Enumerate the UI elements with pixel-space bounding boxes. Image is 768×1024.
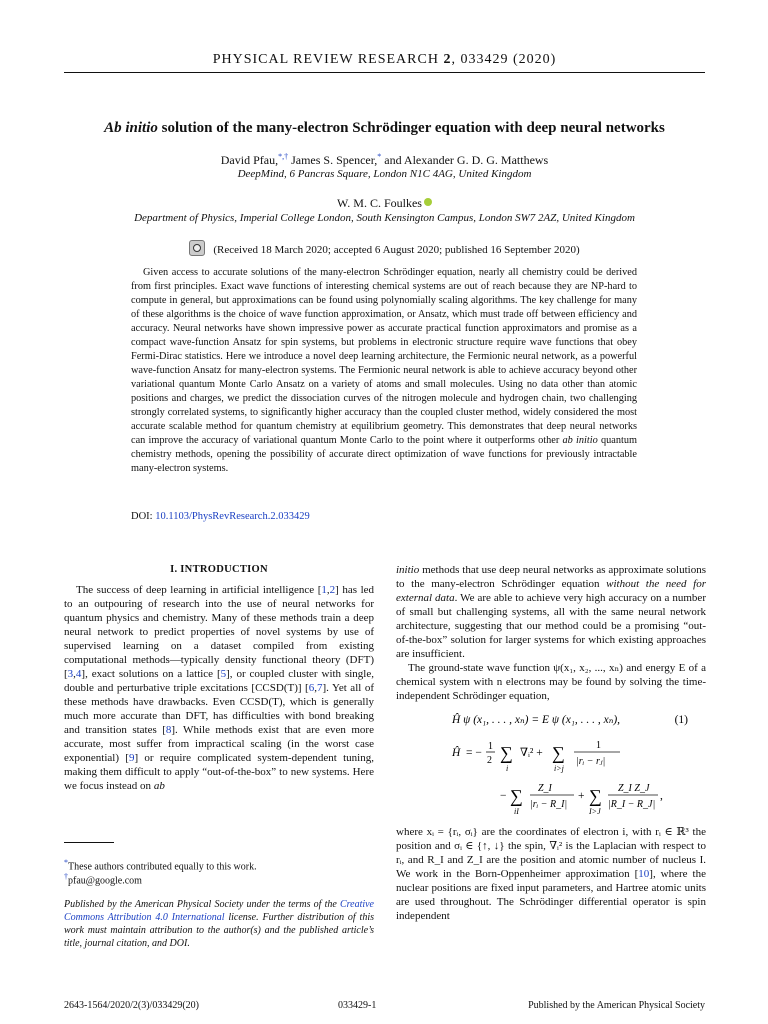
journal-name: PHYSICAL REVIEW RESEARCH xyxy=(212,52,439,67)
intro-paragraph-1: The success of deep learning in artificial intelligence [1,2] has led to an outpouring of research into the use of neural networks for quantum physics and chemistry. Many of these methods train a deep neural network to predict properties of novel systems by use of supervised learning on a dataset compiled from existing computational methods—typically density functional theory (DFT) [3,4], exact solutions on a lattice [5], or coupled cluster with single, double and perturbative triple excitations [CCSD(T)] [6,7]. Yet all of these methods have drawbacks. Even CCSD(T), which is generally much more accurate than DFT, has difficulties with bond breaking and transition states [8]. While methods exist that are even more accurate, most suffer from impractical scaling (in the worst case exponential) [9] or require complicated system-dependent tuning, making them difficult to apply “out-of-the-box” to new systems. Here we focus instead on ab xyxy=(64,584,375,792)
header-rule xyxy=(64,72,705,73)
eq-sub-ij: i>j xyxy=(554,764,564,773)
author-foulkes: W. M. C. Foulkes xyxy=(337,196,422,210)
eq-frac2-den: |rᵢ − rⱼ| xyxy=(576,756,606,767)
text-italic: initio xyxy=(396,564,420,576)
author-pfau-marks[interactable]: *,† xyxy=(278,152,289,161)
author-pfau: David Pfau, xyxy=(220,153,279,167)
eq-sum-i: ∑ xyxy=(500,743,513,763)
abstract-text-1: Given access to accurate solutions of the many-electron Schrödinger equation, nearly all chemistry could be derived from first principles. Exact wave functions of interesting chemical systems are out of reach because they are NP-hard to compute in general, but approximations can be found using polynomially scaling algorithms. The key challenge for many of these algorithms is the choice of wave function approximation, or Ansatz, which must trade off between efficiency and accuracy. Neural networks have shown impressive power as accurate practical function approximators and promise as a compact wave-function Ansatz for spin systems, but problems in electronic structure require wave functions that obey Fermi-Dirac statistics. Here we introduce a novel deep learning architecture, the Fermionic neural network, as a powerful wave-function Ansatz for many-electron systems. The Fermionic neural network is able to achieve accuracy beyond other variational quantum Monte Carlo Ansatz on a variety of atoms and small molecules. Using no data other than atomic positions and charges, we predict the dissociation curves of the nitrogen molecule and hydrogen chain, two challenging strongly correlated systems, to significantly higher accuracy than the coupled cluster method, widely considered the most accurate scalable method for quantum chemistry at equilibrium geometry. This demonstrates that deep neural networks can improve the accuracy of variational quantum Monte Carlo to the point where it outperforms other xyxy=(131,267,637,446)
eq-frac3-num: Z_I xyxy=(538,783,552,794)
text-span: ], or coupled cluster with single, double and perturbative triple excitations [CCSD(T)] [ xyxy=(64,668,374,694)
title-rest: solution of the many-electron Schrödinger equation with deep neural networks xyxy=(157,120,665,136)
text-span: ] has led to an outpouring of research into the use of neural networks for quantum physics and chemistry. Many of these methods train a deep neural network to predict properties of novel systems by use of supervised learning on a dataset compiled from existing computational methods—typically density functional theory (DFT) [ xyxy=(64,584,375,680)
received-dates xyxy=(64,240,705,256)
citation-link[interactable]: 7 xyxy=(316,682,323,694)
text-emphasis: without the need for external data xyxy=(396,578,706,604)
equation-svg xyxy=(396,703,706,819)
title-italic: Ab initio xyxy=(104,120,158,136)
cc-license-link[interactable]: Creative Commons Attribution 4.0 International xyxy=(64,899,374,923)
citation-link[interactable]: 4 xyxy=(75,668,82,680)
author-spencer: James S. Spencer, xyxy=(288,153,378,167)
intro-paragraph-3 xyxy=(396,825,706,923)
eq-laplacian: ∇ᵢ² + xyxy=(520,747,543,759)
text-span: methods that use deep neural networks as approximate solutions to the many-electron Schrödinger equation xyxy=(396,564,706,590)
equation-number: (1) xyxy=(674,714,688,726)
left-column xyxy=(64,563,374,793)
abstract xyxy=(131,266,637,476)
intro-paragraph-2: The ground-state wave function ψ(x₁, x₂, ..., xₙ) and energy E of a chemical system with n electrons may be found by solving the time-independent Schrödinger equation, xyxy=(396,662,706,702)
citation-link[interactable]: 5 xyxy=(220,668,227,680)
citation-link[interactable]: 3 xyxy=(67,668,74,680)
eq-hamiltonian-lhs: Ĥ xyxy=(452,747,461,759)
intro-paragraph-1-cont xyxy=(396,563,706,661)
eq-half-num: 1 xyxy=(488,741,493,752)
text-italic: ab xyxy=(153,780,165,792)
received-text: (Received 18 March 2020; accepted 6 August 2020; published 16 September 2020) xyxy=(213,244,580,256)
eq-equals: = − xyxy=(466,747,482,759)
journal-volume: 2 xyxy=(443,52,452,67)
doi-line xyxy=(131,511,310,522)
text-span: ], where the nuclear positions are fixed input parameters, and Hartree atomic units are used throughout. The Schrödinger differential operator is spin independent xyxy=(396,868,706,922)
right-column xyxy=(396,563,706,923)
email-link[interactable]: pfau@google.com xyxy=(68,875,142,887)
license-text: Published by the American Physical Society under the terms of the xyxy=(64,899,340,910)
author-spencer-mark[interactable]: * xyxy=(377,152,382,161)
eq-plus: + xyxy=(578,790,585,802)
author-matthews: and Alexander G. D. G. Matthews xyxy=(381,153,549,167)
eq-comma: , xyxy=(660,790,663,802)
citation-link[interactable]: 8 xyxy=(165,724,172,736)
running-head xyxy=(64,52,705,68)
eq-sub-i: i xyxy=(506,764,509,773)
eq-sum-ij: ∑ xyxy=(552,743,565,763)
paper-title xyxy=(64,120,705,137)
author-list-deepmind xyxy=(64,152,705,168)
citation-link[interactable]: 10 xyxy=(638,868,650,880)
text-span: ] or require complicated system-dependent tuning, making them difficult to apply “out-of-the-box” to new systems. Here we focus instead on xyxy=(64,752,374,792)
doi-label: DOI: xyxy=(131,511,156,522)
footnote-email xyxy=(64,870,374,887)
citation-link[interactable]: 6 xyxy=(308,682,315,694)
abstract-text-2: quantum chemistry methods, opening the possibility of accurate direct optimization of wave functions for previously intractable many-electron systems. xyxy=(131,435,638,474)
eq-sum-iI: ∑ xyxy=(510,786,523,806)
text-span: ]. Yet all of these methods have drawbacks. Even CCSD(T), which is generally much more accurate than DFT, has difficulties with bond breaking and transition states [ xyxy=(64,682,374,736)
author-foulkes-line xyxy=(64,196,705,211)
article-number: , 033429 (2020) xyxy=(451,52,557,67)
equation-1 xyxy=(396,703,706,819)
citation-link[interactable]: 2 xyxy=(329,584,336,596)
text-span: where xᵢ = {rᵢ, σᵢ} are the coordinates of electron i, with rᵢ ∈ ℝ³ the position and σᵢ ∈ {↑, ↓} the spin, ∇ᵢ² is the Laplacian with respect to rᵢ, and R_I and Z_I are the position and atomic number of nucleus I. We work in the Born-Oppenheimer approximation [ xyxy=(396,826,706,880)
license-text: license. Further distribution of this work must maintain attribution to the author(s) and the published article’s title, journal citation, and DOI. xyxy=(64,912,374,949)
footer-issn: 2643-1564/2020/2(3)/033429(20) xyxy=(64,1000,199,1011)
affiliation-imperial: Department of Physics, Imperial College London, South Kensington Campus, London SW7 2AZ, United Kingdom xyxy=(134,212,635,224)
eq-frac4-den: |R_I − R_J| xyxy=(608,799,656,810)
footnote-text: These authors contributed equally to this work. xyxy=(68,861,257,873)
eq-line-1: Ĥ ψ (x₁, . . . , xₙ) = E ψ (x₁, . . . , xₙ), xyxy=(452,714,621,726)
doi-link[interactable]: 10.1103/PhysRevResearch.2.033429 xyxy=(155,511,310,522)
eq-sub-IJ: I>J xyxy=(589,807,601,816)
section-heading: I. INTRODUCTION xyxy=(170,564,268,575)
abstract-italic: ab initio xyxy=(562,435,598,446)
footnote-mark: * xyxy=(64,858,68,867)
license-notice xyxy=(64,898,374,950)
text-span: ]. While methods exist that are even more accurate, most suffer from impractical scaling (in the worst case exponential) [ xyxy=(64,724,374,764)
footnote-rule xyxy=(64,842,114,843)
footnote-mark: † xyxy=(64,872,68,881)
text-span: The success of deep learning in artificial intelligence [ xyxy=(76,584,322,596)
eq-sum-IJ: ∑ xyxy=(589,786,602,806)
check-for-updates-icon[interactable] xyxy=(189,240,205,256)
eq-frac3-den: |rᵢ − R_I| xyxy=(530,799,568,810)
citation-link[interactable]: 9 xyxy=(128,752,135,764)
affiliation-deepmind: DeepMind, 6 Pancras Square, London N1C 4AG, United Kingdom xyxy=(237,168,532,180)
citation-link[interactable]: 1 xyxy=(321,584,327,596)
eq-frac2-num: 1 xyxy=(596,740,601,751)
eq-minus: − xyxy=(500,790,507,802)
eq-half-den: 2 xyxy=(487,755,492,766)
eq-frac4-num: Z_I Z_J xyxy=(618,783,650,794)
orcid-icon[interactable] xyxy=(424,198,432,206)
footer-publisher: Published by the American Physical Society xyxy=(528,1000,705,1011)
text-span: . We are able to achieve very high accuracy on a number of small but challenging systems, all with the same neural network architecture, suggesting that our method could be a promising “out-of-the-box” solution for larger systems for which existing approaches are insufficient. xyxy=(396,592,706,660)
eq-sub-iI: iI xyxy=(514,807,519,816)
text-span: ], exact solutions on a lattice [ xyxy=(81,668,221,680)
footer-page-number: 033429-1 xyxy=(338,1000,377,1011)
